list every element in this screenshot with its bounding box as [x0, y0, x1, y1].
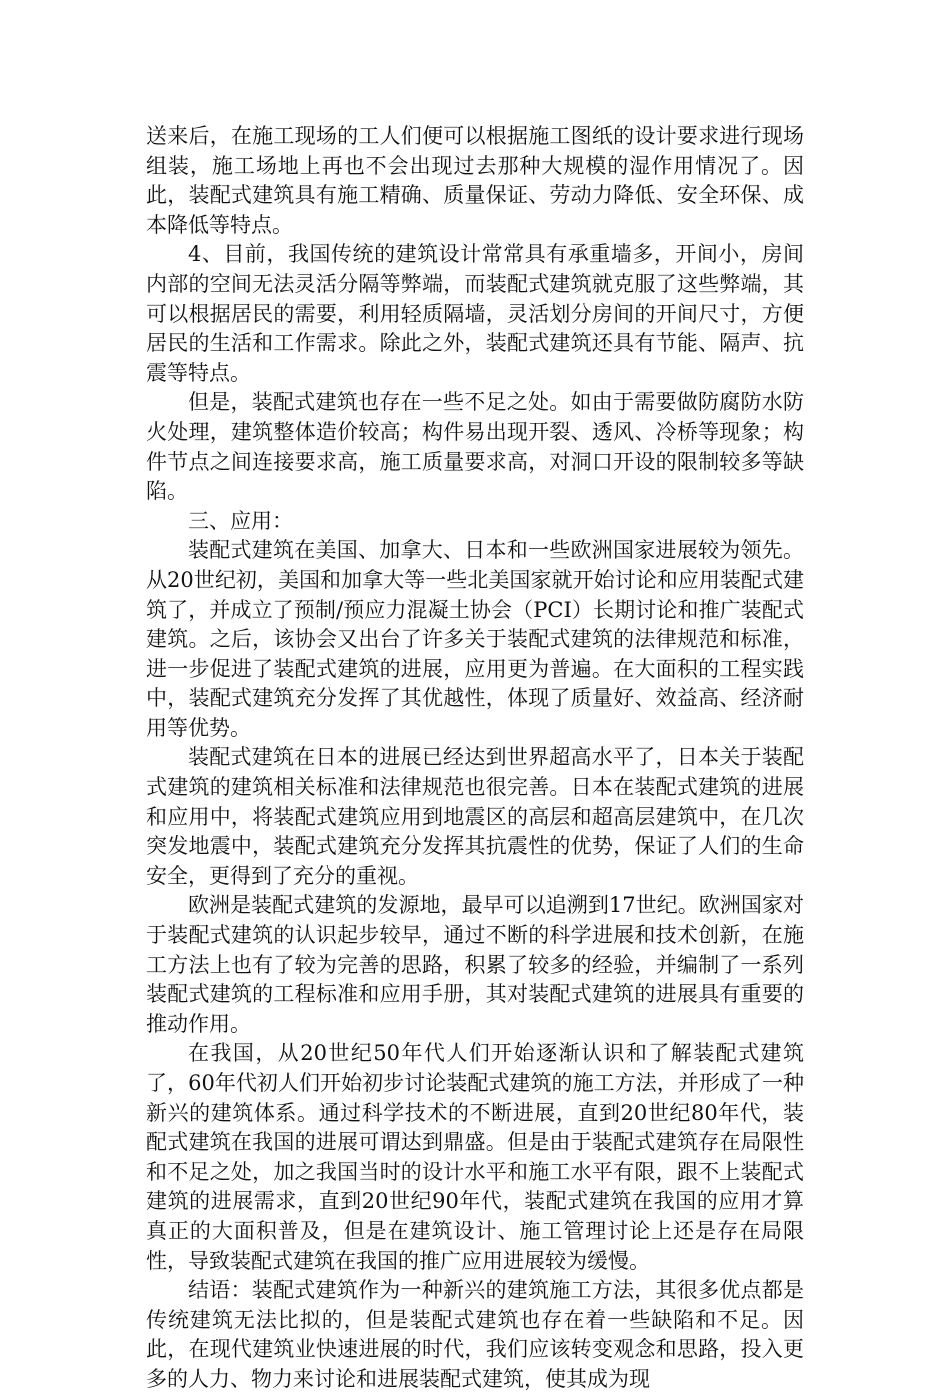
paragraph-continuation: 送来后，在施工现场的工人们便可以根据施工图纸的设计要求进行现场组装，施工场地上再也不会出现过去那种大规模的湿作用情况了。因此，装配式建筑具有施工精确、质量保证、劳动力降低、安全环保、成本降低等特点。: [146, 124, 804, 237]
section-heading-application: 三、应用：: [188, 508, 293, 533]
paragraph-disadvantages: 但是，装配式建筑也存在一些不足之处。如由于需要做防腐防水防火处理，建筑整体造价较高；构件易出现开裂、透风、冷桥等现象；构件节点之间连接要求高，施工质量要求高，对洞口开设的限制较多等缺陷。: [146, 390, 804, 504]
paragraph-conclusion: 结语：装配式建筑作为一种新兴的建筑施工方法，其很多优点都是传统建筑无法比拟的，但是装配式建筑也存在着一些缺陷和不足。因此，在现代建筑业快速进展的时代，我们应该转变观念和思路，投入更多的人力、物力来讨论和进展装配式建筑，使其成为现: [146, 1278, 804, 1391]
paragraph-europe: 欧洲是装配式建筑的发源地，最早可以追溯到17世纪。欧洲国家对于装配式建筑的认识起步较早，通过不断的科学进展和技术创新，在施工方法上也有了较为完善的思路，积累了较多的经验，并编制了一系列装配式建筑的工程标准和应用手册，其对装配式建筑的进展具有重要的推动作用。: [146, 893, 804, 1036]
paragraph-japan: 装配式建筑在日本的进展已经达到世界超高水平了，日本关于装配式建筑的建筑相关标准和法律规范也很完善。日本在装配式建筑的进展和应用中，将装配式建筑应用到地震区的高层和超高层建筑中，在几次突发地震中，装配式建筑充分发挥其抗震性的优势，保证了人们的生命安全，更得到了充分的重视。: [146, 745, 804, 888]
document-body: [146, 122, 804, 1395]
paragraph-north-america: 装配式建筑在美国、加拿大、日本和一些欧洲国家进展较为领先。从20世纪初，美国和加拿大等一些北美国家就开始讨论和应用装配式建筑了，并成立了预制/预应力混凝土协会（PCI）长期讨论和推广装配式建筑。之后，该协会又出台了许多关于装配式建筑的法律规范和标准，进一步促进了装配式建筑的进展，应用更为普遍。在大面积的工程实践中，装配式建筑充分发挥了其优越性，体现了质量好、效益高、经济耐用等优势。: [146, 538, 804, 740]
paragraph-china: 在我国，从20世纪50年代人们开始逐渐认识和了解装配式建筑了，60年代初人们开始初步讨论装配式建筑的施工方法，并形成了一种新兴的建筑体系。通过科学技术的不断进展，直到20世纪80年代，装配式建筑在我国的进展可谓达到鼎盛。但是由于装配式建筑存在局限性和不足之处，加之我国当时的设计水平和施工水平有限，跟不上装配式建筑的进展需求，直到20世纪90年代，装配式建筑在我国的应用才算真正的大面积普及，但是在建筑设计、施工管理讨论上还是存在局限性，导致装配式建筑在我国的推广应用进展较为缓慢。: [146, 1041, 804, 1273]
paragraph-point-4: 4、目前，我国传统的建筑设计常常具有承重墙多，开间小，房间内部的空间无法灵活分隔等弊端，而装配式建筑就克服了这些弊端，其可以根据居民的需要，利用轻质隔墙，灵活划分房间的开间尺寸，方便居民的生活和工作需求。除此之外，装配式建筑还具有节能、隔声、抗震等特点。: [146, 242, 804, 385]
